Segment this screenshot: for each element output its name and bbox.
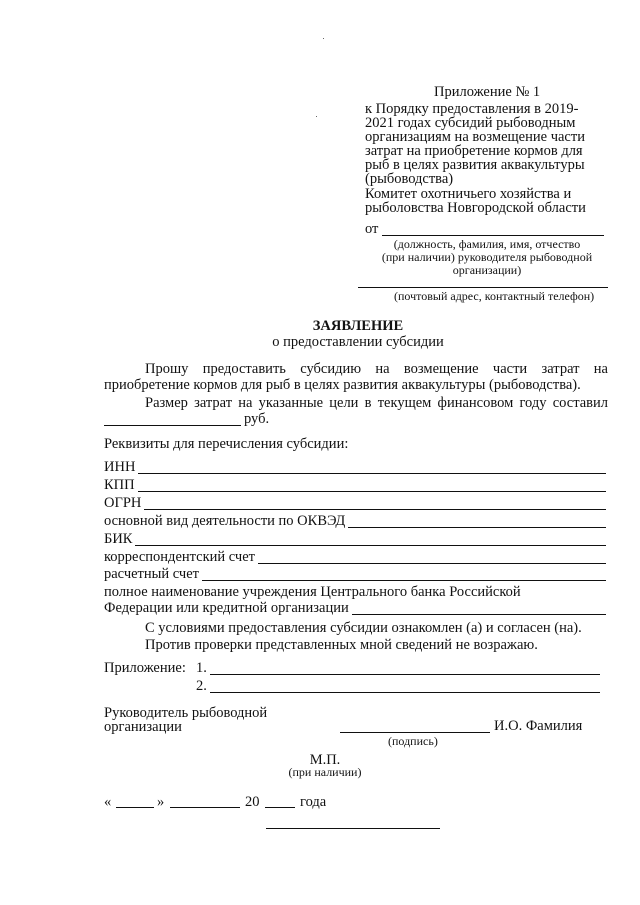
field-label: ОГРН xyxy=(104,495,142,511)
document-title: ЗАЯВЛЕНИЕ xyxy=(312,318,404,334)
order-ref-line: организациям на возмещение части xyxy=(365,129,585,145)
signature-line[interactable] xyxy=(340,732,490,733)
account-field[interactable] xyxy=(104,567,606,583)
field-label: ИНН xyxy=(104,459,136,475)
signature-hint: (подпись) xyxy=(388,734,438,748)
from-input-line[interactable] xyxy=(382,235,604,236)
stamp-hint: (при наличии) xyxy=(288,765,362,779)
attachment-1-line[interactable] xyxy=(210,674,600,675)
okved-field[interactable] xyxy=(104,514,606,530)
field-line[interactable] xyxy=(348,527,606,528)
amount-unit: руб. xyxy=(244,411,270,427)
stamp-label: М.П. xyxy=(309,752,341,768)
attachment-number: 1. xyxy=(196,660,207,676)
signer-role: организации xyxy=(104,719,182,735)
order-ref-line: затрат на приобретение кормов для xyxy=(365,143,583,159)
no-objection-statement: Против проверки представленных мной сведений не возражаю. xyxy=(145,637,538,653)
date-open-quote: « xyxy=(104,794,112,810)
date-close-quote: » xyxy=(157,794,165,810)
details-label: Реквизиты для перечисления субсидии: xyxy=(104,436,349,452)
position-hint: (при наличии) руководителя рыбоводной xyxy=(381,250,593,264)
scan-speck xyxy=(323,38,324,39)
date-month-line[interactable] xyxy=(170,807,240,808)
kpp-field[interactable] xyxy=(104,478,606,494)
addressee-line: рыболовства Новгородской области xyxy=(365,200,586,216)
request-line: приобретение кормов для рыб в целях развития аквакультуры (рыбоводства). xyxy=(104,377,581,393)
bik-field[interactable] xyxy=(104,532,606,548)
request-line: Прошу предоставить субсидию на возмещение части затрат на xyxy=(145,361,608,377)
addressee-line: Комитет охотничьего хозяйства и xyxy=(365,186,572,202)
field-line[interactable] xyxy=(138,473,606,474)
field-line[interactable] xyxy=(202,580,606,581)
signer-name: И.О. Фамилия xyxy=(494,718,583,734)
field-label: основной вид деятельности по ОКВЭД xyxy=(104,513,346,529)
field-label: КПП xyxy=(104,477,135,493)
signer-role: Руководитель рыбоводной xyxy=(104,705,268,721)
bottom-line xyxy=(266,828,440,829)
position-hint: организации) xyxy=(452,263,522,277)
date-day-line[interactable] xyxy=(116,807,154,808)
date-year-prefix: 20 xyxy=(245,794,260,810)
document-subtitle: о предоставлении субсидии xyxy=(272,334,444,350)
field-line[interactable] xyxy=(258,563,606,564)
corr-account-field[interactable] xyxy=(104,550,606,566)
from-label: от xyxy=(365,221,379,237)
field-label: корреспондентский счет xyxy=(104,549,255,565)
order-ref-line: (рыбоводства) xyxy=(365,171,454,187)
inn-field[interactable] xyxy=(104,460,606,476)
address-input-line[interactable] xyxy=(358,287,608,288)
attachments-label: Приложение: xyxy=(104,660,186,676)
scan-speck xyxy=(316,116,317,117)
field-label: БИК xyxy=(104,531,133,547)
field-line[interactable] xyxy=(352,614,606,615)
field-label: расчетный счет xyxy=(104,566,199,582)
appendix-title: Приложение № 1 xyxy=(434,84,541,100)
amount-input-line[interactable] xyxy=(104,425,241,426)
field-line[interactable] xyxy=(144,509,606,510)
agreement-statement: С условиями предоставления субсидии ознакомлен (а) и согласен (на). xyxy=(145,620,582,636)
date-year-suffix: года xyxy=(300,794,327,810)
field-line[interactable] xyxy=(138,491,606,492)
date-year-line[interactable] xyxy=(265,807,295,808)
position-hint: (должность, фамилия, имя, отчество xyxy=(393,237,581,251)
bank-name-label: полное наименование учреждения Центрального банка Российской xyxy=(104,584,521,600)
attachment-2-line[interactable] xyxy=(210,692,600,693)
amount-line: Размер затрат на указанные цели в текущем финансовом году составил xyxy=(145,395,608,411)
attachment-number: 2. xyxy=(196,678,207,694)
field-line[interactable] xyxy=(135,545,606,546)
order-ref-line: к Порядку предоставления в 2019- xyxy=(365,101,579,117)
bank-name-field[interactable] xyxy=(104,601,606,617)
order-ref-line: 2021 годах субсидий рыбоводным xyxy=(365,115,576,131)
order-ref-line: рыб в целях развития аквакультуры xyxy=(365,157,585,173)
address-hint: (почтовый адрес, контактный телефон) xyxy=(394,289,595,303)
ogrn-field[interactable] xyxy=(104,496,606,512)
field-label: Федерации или кредитной организации xyxy=(104,600,349,616)
